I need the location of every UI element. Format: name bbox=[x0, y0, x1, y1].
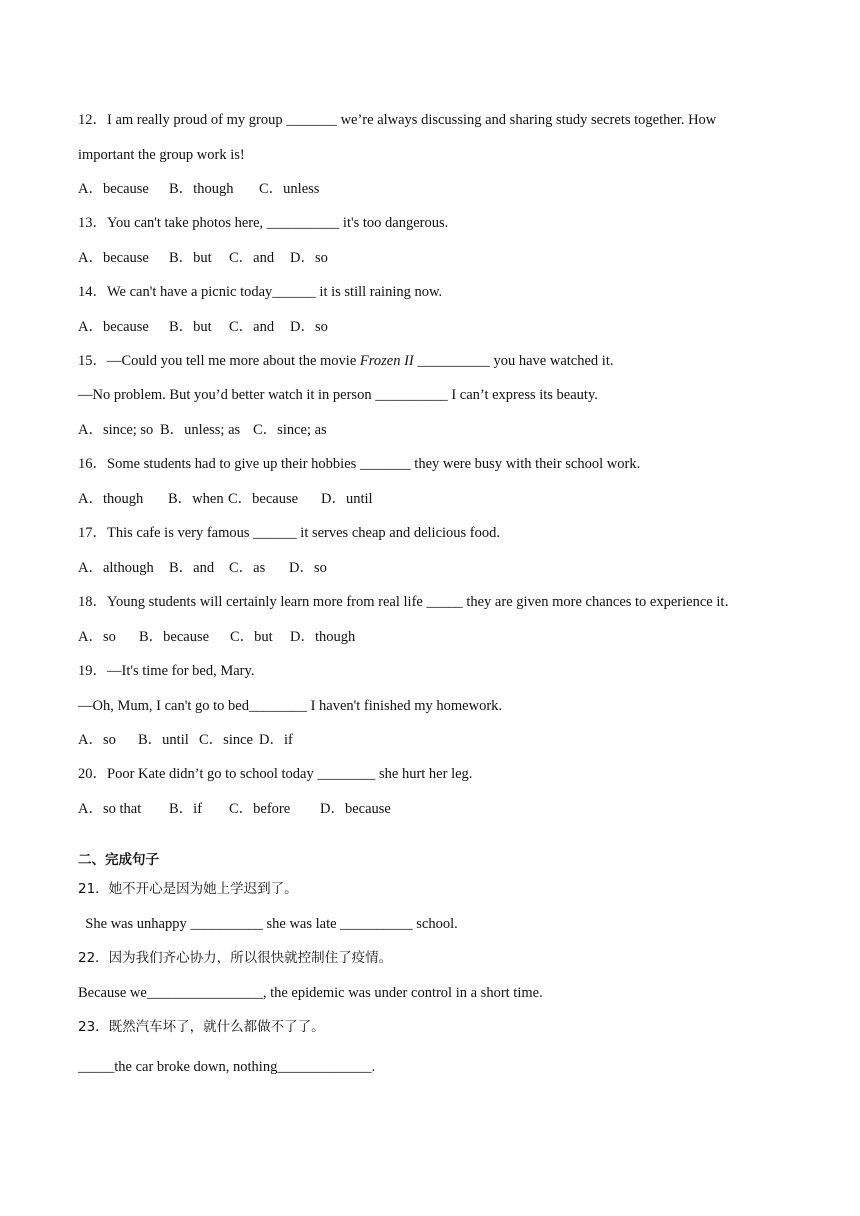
option-b[interactable]: B．if bbox=[169, 801, 203, 817]
question-14-options bbox=[78, 318, 328, 336]
option-a[interactable]: A．since; so bbox=[78, 422, 154, 438]
question-15-stem-line-1 bbox=[78, 352, 613, 370]
option-a[interactable]: A．so that bbox=[78, 801, 142, 817]
option-b[interactable]: B．though bbox=[169, 181, 234, 197]
movie-title: Frozen II bbox=[359, 353, 414, 369]
option-d[interactable]: D．if bbox=[259, 732, 293, 748]
question-18-options bbox=[78, 628, 355, 646]
option-c[interactable]: C．and bbox=[229, 250, 275, 266]
question-22-chinese: 22．因为我们齐心协力，所以很快就控制住了疫情。 bbox=[78, 950, 393, 966]
option-c[interactable]: C．before bbox=[229, 801, 291, 817]
question-17-stem: 17．This cafe is very famous ______ it serves cheap and delicious food. bbox=[78, 525, 501, 541]
option-d[interactable]: D．because bbox=[320, 801, 391, 817]
option-c[interactable]: C．since; as bbox=[253, 422, 327, 438]
question-15-stem-end: __________ you have watched it. bbox=[413, 353, 614, 369]
option-a[interactable]: A．so bbox=[78, 629, 116, 645]
question-15-stem-line-2: —No problem. But you’d better watch it in person __________ I can’t express its beauty. bbox=[78, 387, 598, 403]
question-13-options bbox=[78, 249, 328, 267]
question-13-stem: 13．You can't take photos here, __________ it's too dangerous. bbox=[78, 215, 449, 231]
option-c[interactable]: C．as bbox=[229, 560, 266, 576]
option-a[interactable]: A．so bbox=[78, 732, 116, 748]
option-b[interactable]: B．until bbox=[138, 732, 189, 748]
option-d[interactable]: D．until bbox=[321, 491, 373, 507]
option-b[interactable]: B．and bbox=[169, 560, 215, 576]
question-19-stem-line-1: 19．—It's time for bed, Mary. bbox=[78, 663, 255, 679]
question-22-english[interactable]: Because we________________, the epidemic was under control in a short time. bbox=[78, 985, 543, 1001]
option-c[interactable]: C．but bbox=[230, 629, 273, 645]
question-14-stem: 14．We can't have a picnic today______ it is still raining now. bbox=[78, 284, 443, 300]
option-d[interactable]: D．though bbox=[290, 629, 356, 645]
question-23-chinese: 23．既然汽车坏了，就什么都做不了了。 bbox=[78, 1019, 325, 1035]
option-b[interactable]: B．but bbox=[169, 319, 212, 335]
question-21-chinese: 21．她不开心是因为她上学迟到了。 bbox=[78, 881, 298, 897]
question-20-options bbox=[78, 800, 391, 818]
question-19-stem-line-2: —Oh, Mum, I can't go to bed________ I haven't finished my homework. bbox=[78, 698, 503, 714]
question-23-english[interactable]: _____the car broke down, nothing_____________. bbox=[78, 1059, 376, 1075]
option-a[interactable]: A．although bbox=[78, 560, 154, 576]
question-15-stem-start: 15．—Could you tell me more about the movie bbox=[78, 353, 360, 369]
question-20-stem: 20．Poor Kate didn’t go to school today ________ she hurt her leg. bbox=[78, 766, 473, 782]
option-b[interactable]: B．unless; as bbox=[160, 422, 241, 438]
option-a[interactable]: A．because bbox=[78, 250, 149, 266]
question-16-stem: 16．Some students had to give up their hobbies _______ they were busy with their school work. bbox=[78, 456, 641, 472]
option-d[interactable]: D．so bbox=[290, 319, 328, 335]
question-18-stem: 18．Young students will certainly learn more from real life _____ they are given more chances to experience it． bbox=[78, 594, 739, 610]
question-12-options bbox=[78, 180, 319, 198]
question-12-stem-line-1: 12．I am really proud of my group _______ we’re always discussing and sharing study secrets together. How bbox=[78, 112, 717, 128]
option-c[interactable]: C．since bbox=[199, 732, 253, 748]
option-b[interactable]: B．when bbox=[168, 491, 224, 507]
option-a[interactable]: A．because bbox=[78, 181, 149, 197]
option-a[interactable]: A．though bbox=[78, 491, 144, 507]
section-heading: 二、完成句子 bbox=[78, 852, 159, 868]
question-16-options bbox=[78, 490, 373, 508]
option-d[interactable]: D．so bbox=[289, 560, 327, 576]
option-b[interactable]: B．because bbox=[139, 629, 210, 645]
option-c[interactable]: C．and bbox=[229, 319, 275, 335]
option-c[interactable]: C．unless bbox=[259, 181, 320, 197]
question-12-stem-line-2: important the group work is! bbox=[78, 147, 245, 163]
option-a[interactable]: A．because bbox=[78, 319, 149, 335]
question-19-options bbox=[78, 731, 293, 749]
question-17-options bbox=[78, 559, 327, 577]
option-d[interactable]: D．so bbox=[290, 250, 328, 266]
option-b[interactable]: B．but bbox=[169, 250, 212, 266]
option-c[interactable]: C．because bbox=[228, 491, 299, 507]
question-21-english[interactable]: She was unhappy __________ she was late __________ school. bbox=[78, 916, 458, 932]
question-15-options bbox=[78, 421, 327, 439]
